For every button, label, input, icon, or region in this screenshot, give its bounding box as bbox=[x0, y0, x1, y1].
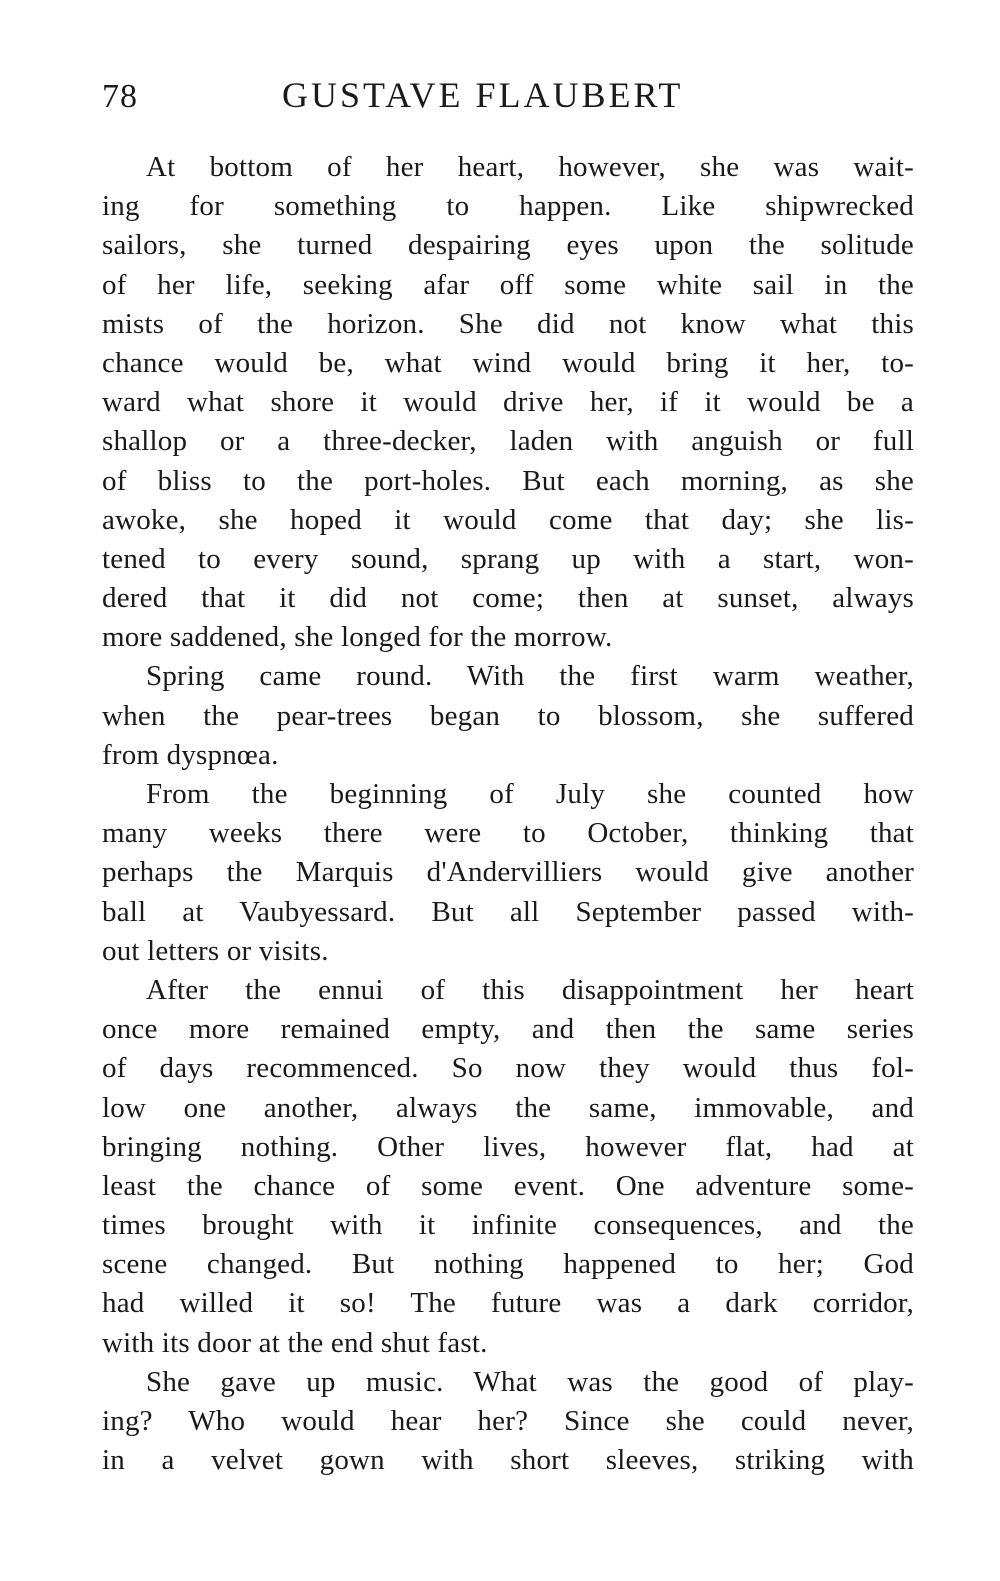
text-line: least the chance of some event. One adventure some- bbox=[102, 1169, 914, 1202]
text-line: had willed it so! The future was a dark corridor, bbox=[102, 1287, 914, 1320]
text-line: awoke, she hoped it would come that day; she lis- bbox=[102, 503, 914, 536]
text-line: scene changed. But nothing happened to her; God bbox=[102, 1248, 914, 1281]
text-line: Spring came round. With the first warm weather, bbox=[146, 660, 914, 693]
text-line: shallop or a three-decker, laden with anguish or full bbox=[102, 425, 914, 458]
text-line: dered that it did not come; then at sunset, always bbox=[102, 582, 914, 615]
running-title: GUSTAVE FLAUBERT bbox=[282, 75, 684, 115]
running-head bbox=[102, 74, 742, 124]
text-line: from dyspnœa. bbox=[102, 738, 279, 771]
text-line: mists of the horizon. She did not know what this bbox=[102, 307, 914, 340]
text-line: once more remained empty, and then the same series bbox=[102, 1013, 914, 1046]
paragraph-1 bbox=[102, 148, 914, 657]
text-line: of her life, seeking afar off some white sail in the bbox=[102, 268, 914, 301]
text-line: of bliss to the port-holes. But each morning, as she bbox=[102, 464, 914, 497]
text-line: low one another, always the same, immovable, and bbox=[102, 1091, 914, 1124]
text-line: perhaps the Marquis d'Andervilliers would give another bbox=[102, 856, 914, 889]
text-line: many weeks there were to October, thinking that bbox=[102, 817, 914, 850]
text-line: chance would be, what wind would bring it her, to- bbox=[102, 346, 914, 379]
text-line: bringing nothing. Other lives, however flat, had at bbox=[102, 1130, 914, 1163]
text-line: ball at Vaubyessard. But all September passed with- bbox=[102, 895, 914, 928]
text-line: with its door at the end shut fast. bbox=[102, 1326, 488, 1359]
text-line: out letters or visits. bbox=[102, 934, 329, 967]
text-line: tened to every sound, sprang up with a start, won- bbox=[102, 542, 914, 575]
text-line: At bottom of her heart, however, she was wait- bbox=[146, 151, 914, 183]
text-line: in a velvet gown with short sleeves, striking with bbox=[102, 1444, 914, 1477]
text-line: of days recommenced. So now they would thus fol- bbox=[102, 1052, 914, 1085]
text-line: ing for something to happen. Like shipwrecked bbox=[102, 190, 914, 223]
text-line: times brought with it infinite consequences, and the bbox=[102, 1209, 914, 1242]
text-line: ward what shore it would drive her, if it would be a bbox=[102, 386, 914, 419]
text-line: After the ennui of this disappointment her heart bbox=[146, 973, 914, 1006]
paragraph-4 bbox=[102, 971, 914, 1363]
page-number: 78 bbox=[102, 78, 138, 115]
text-line: She gave up music. What was the good of play- bbox=[146, 1365, 914, 1398]
text-line: ing? Who would hear her? Since she could never, bbox=[102, 1405, 914, 1437]
body-text bbox=[102, 148, 914, 1480]
text-line: when the pear-trees began to blossom, she suffered bbox=[102, 699, 914, 732]
text-line: From the beginning of July she counted how bbox=[146, 778, 914, 810]
text-line: sailors, she turned despairing eyes upon the solitude bbox=[102, 229, 914, 262]
paragraph-5 bbox=[102, 1363, 914, 1481]
paragraph-3 bbox=[102, 775, 914, 971]
paragraph-2 bbox=[102, 657, 914, 775]
text-line: more saddened, she longed for the morrow. bbox=[102, 621, 613, 654]
